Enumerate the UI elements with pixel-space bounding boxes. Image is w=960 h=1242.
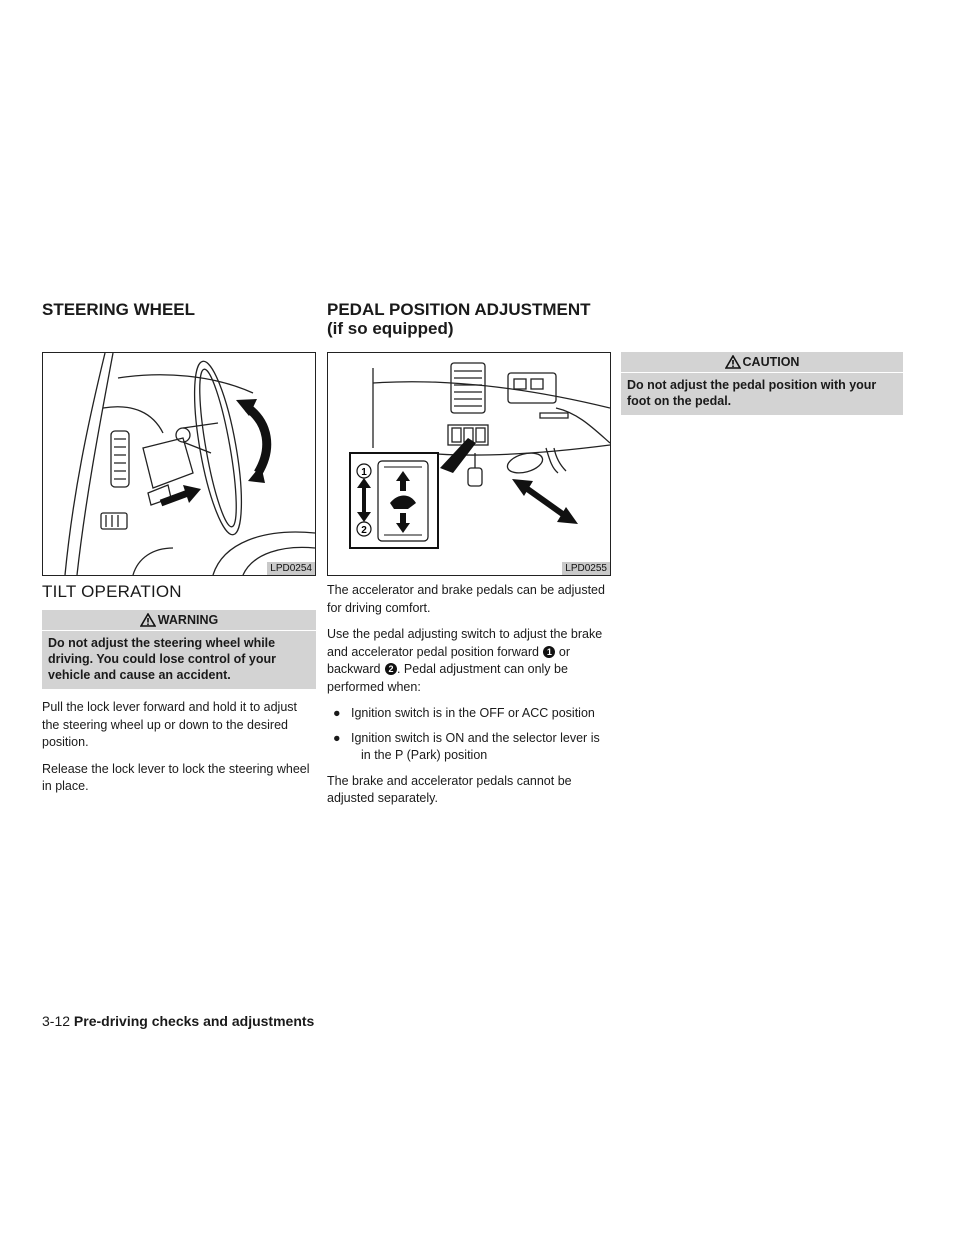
warning-icon [140,613,156,627]
pedal-adjust-paragraph [327,626,611,696]
warning-box [42,610,316,689]
pedal-adjustment-section [327,300,611,817]
caution-icon [725,355,741,369]
steering-wheel-header: STEERING WHEEL [42,300,196,319]
pedal-adjust-text-3: . Pedal adjustment can only be performed when: [327,662,568,694]
page-footer [42,1013,314,1029]
chapter-title: Pre-driving checks and adjustments [73,1013,315,1029]
figure-id-lpd0254: LPD0254 [267,562,315,575]
caution-title [621,352,903,373]
pedal-adjustment-header: PEDAL POSITION ADJUSTMENT (if so equipped) [327,300,591,338]
tilt-paragraph-2: Release the lock lever to lock the steering wheel in place. [42,761,310,793]
bullet-icon: ● [333,706,341,720]
pedal-intro-paragraph: The accelerator and brake pedals can be adjusted for driving comfort. [327,583,605,615]
warning-text: Do not adjust the steering wheel while driving. You could lose control of your vehicle and cause an accident. [48,636,277,682]
caution-column [621,352,903,425]
caution-text: Do not adjust the pedal position with your foot on the pedal. [627,378,877,408]
pedal-adjust-text-2: or backward [327,644,571,676]
pedal-adjust-text-1: Use the pedal adjusting switch to adjust the brake and accelerator pedal position forward [327,627,603,659]
pedal-adjustment-figure [327,352,611,576]
figure-id-lpd0255: LPD0255 [562,562,610,575]
warning-title [42,610,316,631]
pedal-switch-illustration [328,353,610,575]
caution-box [621,352,903,415]
steering-wheel-section [42,300,316,805]
conditions-list [327,705,611,765]
marker-1: 1 [543,646,555,658]
steering-wheel-figure [42,352,316,576]
list-item: ● Ignition switch is in the OFF or ACC position [327,705,611,723]
list-item: ● Ignition switch is ON and the selector lever is in the P (Park) position [333,730,600,762]
steering-wheel-illustration [43,353,315,575]
tilt-operation-heading: TILT OPERATION [42,582,182,601]
caution-title-text: CAUTION [742,355,800,369]
page-number: 3-12 [42,1013,71,1029]
bullet-icon: ● [333,730,341,745]
pedal-closing-paragraph: The brake and accelerator pedals cannot be adjusted separately. [327,773,572,805]
figure-label-2: 2 [361,525,367,536]
tilt-paragraph-1: Pull the lock lever forward and hold it to adjust the steering wheel up or down to the desired position. [42,700,297,749]
warning-title-text: WARNING [157,613,219,627]
marker-2: 2 [385,663,397,675]
figure-label-1: 1 [361,467,367,478]
